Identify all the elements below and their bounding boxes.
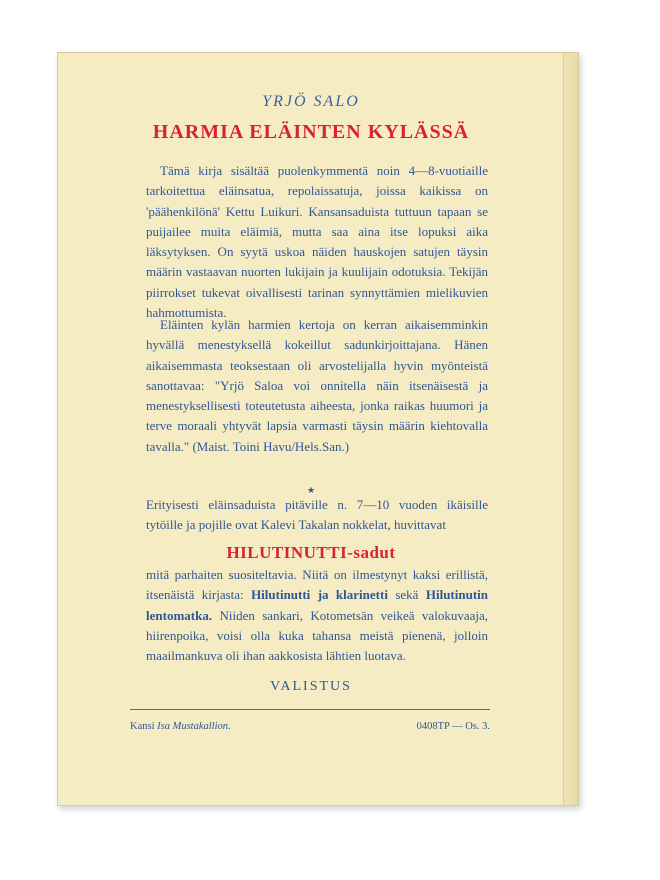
divider-line	[130, 709, 490, 710]
paragraph-4-start: mitä parhaiten suositeltavia. Niitä on ilmestynyt kaksi erillistä, itsenäistä kirjasta:	[146, 567, 488, 603]
description-block-1	[146, 161, 488, 323]
series-title: HILUTINUTTI-sadut	[226, 543, 396, 562]
cover-artist: Isa Mustakallion.	[157, 721, 231, 732]
paragraph-4-mid: sekä	[387, 587, 426, 603]
paragraph-2: Eläinten kylän harmien kertoja on kerran aikaisemminkin hyvällä menestyksellä kokeillut sadunkirjoittajana. Hänen aikaisemmasta teoksestaan oli arvostelijalla hyvin myönteistä sanottavaa: "Yrjö Saloa voi onnitella näin itsenäisestä ja menestyksellisesti toteutetusta aiheesta, jonka raikas huumori ja terve moraali yhtyvät lapsia varmasti täysin määrin kiehtovalla tavalla." (Maist. Toini Havu/Hels.San.)	[146, 317, 488, 454]
description-block-3	[146, 495, 488, 536]
description-block-2	[146, 315, 488, 457]
paragraph-3: Erityisesti eläinsaduista pitäville n. 7—10 vuoden ikäisille tytöille ja pojille ovat Kalevi Takalan nokkelat, huvittavat	[146, 497, 488, 533]
product-code: 0408TP — Os. 3.	[416, 721, 490, 732]
book-spine-edge	[563, 53, 578, 805]
book-1-title: Hilutinutti ja klarinetti	[251, 587, 388, 603]
book-back-cover	[57, 52, 579, 806]
cover-credit	[130, 721, 231, 732]
author-name: YRJÖ SALO	[262, 93, 360, 110]
cover-credit-prefix: Kansi	[130, 721, 158, 732]
description-block-4	[146, 565, 488, 666]
book-title: HARMIA ELÄINTEN KYLÄSSÄ	[152, 121, 470, 143]
paragraph-4-end: Niiden sankari, Kotometsän veikeä valokuvaaja, hiirenpoika, voisi olla kuka tahansa meistä pienenä, jolloin maailmankuva oli ihan aakkosista lähtien luotava.	[146, 607, 488, 664]
book-2-title: Hilutinutin lentomatka.	[146, 587, 488, 623]
paragraph-4	[146, 565, 488, 666]
cover-content	[58, 53, 564, 805]
publisher-name: VALISTUS	[270, 679, 352, 694]
star-separator: ★	[306, 485, 316, 495]
paragraph-1: Tämä kirja sisältää puolenkymmentä noin 4—8-vuotiaille tarkoitettua eläinsatua, repolaissatuja, joissa kaikissa on 'päähenkilönä' Kettu Luikuri. Kansansaduista tuttuun tapaan se puijailee muita eläimiä, mutta saa aina itse lopuksi aika läksytyksen. On syytä uskoa näiden hauskojen satujen täysin määrin vastaavan nuorten lukijain ja kuulijain odotuksia. Tekijän piirrokset tukevat oivallisesti tarinan synnyttämien mielikuvien hahmottumista.	[146, 163, 488, 321]
